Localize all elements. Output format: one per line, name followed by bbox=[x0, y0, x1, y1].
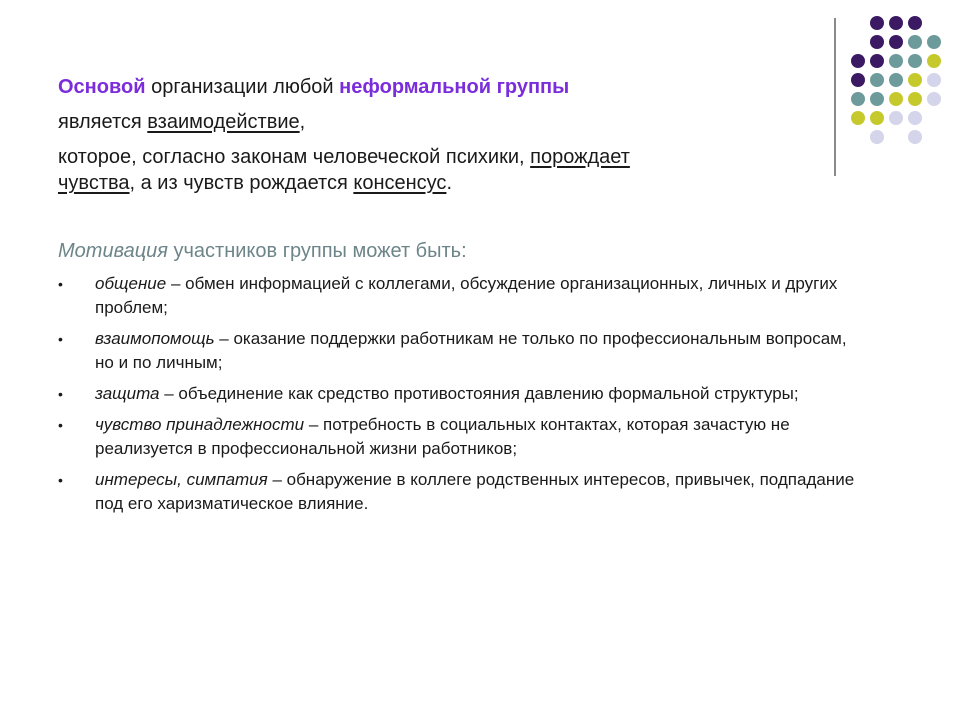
list-item bbox=[58, 468, 858, 516]
decor-dot bbox=[889, 54, 903, 68]
decor-dot bbox=[908, 92, 922, 106]
decor-dot bbox=[870, 73, 884, 87]
bullet-icon: • bbox=[58, 386, 63, 402]
item-text: – обнаружение в коллеге родственных интересов, привычек, подпадание под его харизматическое влияние. bbox=[95, 470, 855, 513]
intro-line-3 bbox=[58, 144, 798, 196]
motivation-list bbox=[58, 272, 858, 523]
intro-accent-basis: Основой bbox=[58, 76, 146, 98]
intro-underlined-consensus: консенсус bbox=[353, 172, 447, 194]
decor-dot bbox=[870, 130, 884, 144]
motivation-heading bbox=[58, 240, 467, 263]
decor-dot bbox=[927, 92, 941, 106]
intro-accent-informal-group: неформальной группы bbox=[339, 76, 570, 98]
intro-underlined-generates: порождает bbox=[530, 146, 630, 168]
decor-dot bbox=[908, 111, 922, 125]
item-text: – оказание поддержки работникам не только по профессиональным вопросам, но и по личным; bbox=[95, 329, 847, 372]
intro-line-2 bbox=[58, 109, 798, 135]
intro-text: организации любой bbox=[145, 76, 340, 98]
intro-text: , а из чувств рождается bbox=[129, 172, 354, 194]
bullet-icon: • bbox=[58, 417, 63, 433]
decor-dot bbox=[870, 111, 884, 125]
list-item bbox=[58, 413, 858, 461]
decor-dot bbox=[870, 35, 884, 49]
intro-text: которое, согласно законам человеческой психики, bbox=[58, 146, 531, 168]
item-term: интересы, симпатия bbox=[95, 470, 268, 489]
intro-text: . bbox=[446, 172, 452, 194]
vertical-divider bbox=[834, 18, 836, 176]
item-term: чувство принадлежности bbox=[95, 415, 305, 434]
item-text: – объединение как средство противостояния давлению формальной структуры; bbox=[159, 384, 799, 403]
decor-dot bbox=[851, 92, 865, 106]
list-item bbox=[58, 382, 858, 406]
decor-dot bbox=[870, 54, 884, 68]
decor-dot bbox=[889, 73, 903, 87]
decor-dot bbox=[851, 111, 865, 125]
intro-underlined-interaction: взаимодействие bbox=[147, 111, 300, 133]
intro-text: является bbox=[58, 111, 148, 133]
bullet-icon: • bbox=[58, 472, 63, 488]
decor-dot bbox=[851, 54, 865, 68]
decor-dot bbox=[870, 16, 884, 30]
decor-dot bbox=[889, 111, 903, 125]
decor-dot bbox=[889, 35, 903, 49]
item-text: – обмен информацией с коллегами, обсуждение организационных, личных и других проблем; bbox=[95, 274, 838, 317]
item-term: взаимопомощь bbox=[95, 329, 215, 348]
decor-dot bbox=[889, 16, 903, 30]
list-item bbox=[58, 272, 858, 320]
item-term: общение bbox=[95, 274, 167, 293]
decor-dot bbox=[908, 54, 922, 68]
motivation-term: Мотивация bbox=[58, 240, 168, 262]
bullet-icon: • bbox=[58, 276, 63, 292]
decor-dot bbox=[927, 54, 941, 68]
list-item bbox=[58, 327, 858, 375]
decor-dot bbox=[908, 73, 922, 87]
intro-line-1 bbox=[58, 74, 798, 100]
decor-dot bbox=[851, 73, 865, 87]
item-text: – потребность в социальных контактах, которая зачастую не реализуется в профессиональной жизни работников; bbox=[95, 415, 790, 458]
decor-dot bbox=[908, 35, 922, 49]
intro-text: , bbox=[299, 111, 306, 133]
bullet-icon: • bbox=[58, 331, 63, 347]
item-term: защита bbox=[95, 384, 160, 403]
intro-underlined-feelings: чувства bbox=[58, 172, 130, 194]
decor-dot bbox=[908, 130, 922, 144]
decor-dot bbox=[889, 92, 903, 106]
decor-dot bbox=[870, 92, 884, 106]
motivation-rest: участников группы может быть: bbox=[167, 240, 467, 262]
decor-dot bbox=[908, 16, 922, 30]
decor-dot bbox=[927, 35, 941, 49]
intro-paragraph bbox=[58, 74, 798, 196]
decor-dot bbox=[927, 73, 941, 87]
